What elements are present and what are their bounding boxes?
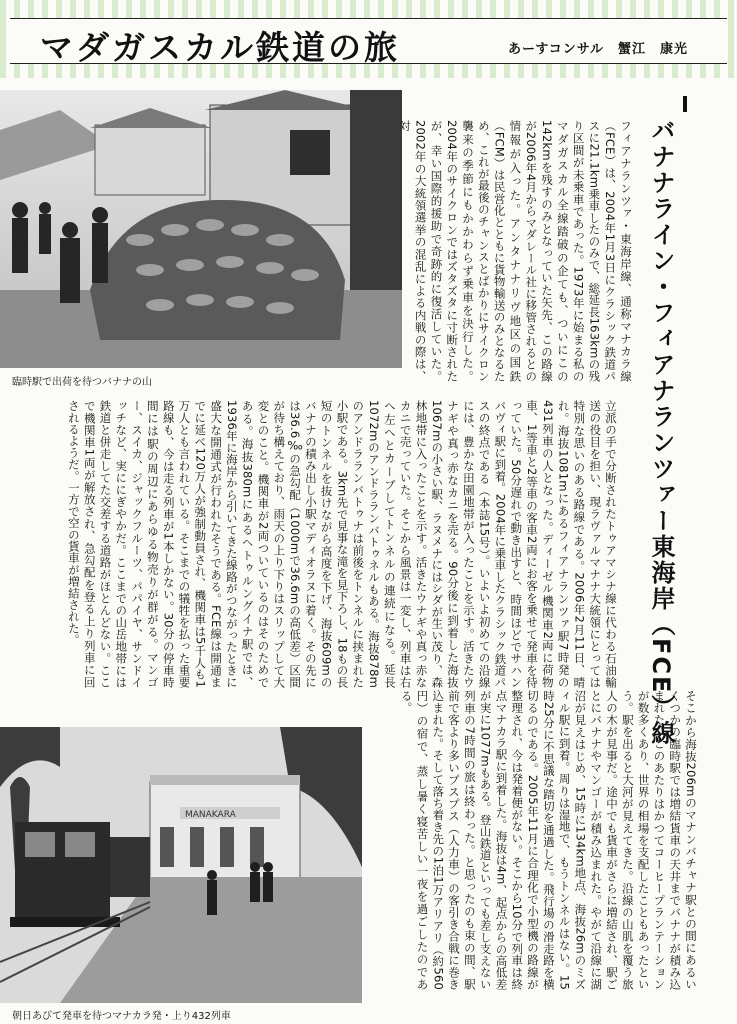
- section-title: バナナライン・フィアナランツァー東海岸（FCE）線: [647, 118, 675, 747]
- body-column-a: フィアナランツァ・東海岸線、通称マナカラ線（FCE）は、2004年1月3日にクラシック鉄道パスに21.1km乗車したのみで、総延長163kmの残り区間が未乗車であった。1973年に始まる私のマダガスカル全線踏破の企ても、ついにこの142kmを残すのみとなっていた矢先、この路線が2006年4月からマダレール社に移管されるとの情報が入った。アンタナナリヴ地区の国鉄（FCM）は民営化とともに貨物輸送のみとなるため、これが最後のチャンスとばかりにサイクロン襲来の季節にもかかわらず乗車を決行した。2004年のサイクロンではズタズタに寸断されたが、幸い国際的援助で奇跡的に復活していた。2002年の大統領選挙の混乱による内戦の際は、対: [397, 120, 633, 382]
- manakara-train-illustration: [0, 727, 362, 1003]
- section-title-rule: [683, 96, 687, 112]
- page-title: マダガスカル鉄道の旅: [40, 28, 400, 67]
- photo1-caption: 臨時駅で出荷を待つバナナの山: [12, 377, 152, 388]
- station-sign: MANAKARA: [185, 810, 236, 820]
- banana-station-photo: [0, 90, 402, 368]
- photo2-caption: 朝日あびて発車を待つマナカラ発・上り432列車: [12, 1011, 231, 1022]
- body-column-c: そこから海抜206mのマナンバチャナ駅との間にあるいくつかの臨時駅では増結貨車の天井までバナナが積み込まれた。このあたりはかつてコーヒープランテーションが数多くあり、世界の相場を支配したこともあったという。駅を出ると大河が見えてきた。沿線の山肌を覆う旅人の木が見事だ。途中でも貨車がさらに増結され、駅ごとにバナナやマンゴーが積み込まれた。やがて沿線に湖沼が見えはじめ、15時に134km地点、海抜26mのミズィル駅に到着。周りは湿地で、もうトンネルはない。15時25分に不思議な踏切を通過した。飛行場の滑走路を横切るのである。2005年11月に合理化で小型機の路線が整理され、今は発着便がない。そこから10分で列車は終点マナカラ駅に到着した。海抜は4m、起点からの高低差が実に1077mもある。登山鉄道といっても差し支えない列車の7時間の旅は終わった。と思ったのも束の間、駅前で客より多いプスプス（人力車）の客引き合戦に巻き込まれた。そして落ち着き先の1泊1万アリアリ（約560円）の宿で、蒸し暑く寝苦しい一夜を過ごしたのである。: [399, 690, 698, 990]
- author-byline: あーすコンサル 蟹江 康光: [508, 42, 689, 57]
- manakara-train-photo: [0, 727, 362, 1003]
- body-column-b: 立派の手で分断されたトゥアマシナ線に代わる石油輸送の役目を担い、現ラヴァルマナナ大統領にとっては特別な思いのある路線である。2006年2月11日、晴れ。海抜1081mにあるフィアナランツァ駅7時発の431列車の人となった。ディーゼル機関車2両に荷物車、1等車と2等車の客車2両にお客を乗せて発車を待っていた。50分遅れで動き出すと、時間ほどでサハンバヴィ駅に到着。2004年に乗車したクラシック鉄道パスの終点である（本誌15号）。いよいよ初めての沿線には、豊かな田園地帯が入ったことを示す。活きたウナギや真っ赤なカニを売る。90分後に到着した海抜1067mの小さい駅、ラヌメナにはシダが生い茂り、森林地帯に入ったことを示す。活きたウナギや真っ赤なカニで売っていた。そこから風景は一変し、列車は右へ左へとカーブしてトンネルの連続になる。延長1072mのアンドラランバトゥネルもある。海抜878mのアンドラランバトゥナは前後をトンネルに挟まれた小駅である。3km先で見事な滝を見下ろし、18もの長短のトンネルを抜けながら高度を下げ、海抜609mのバナナの積み出し小駅マディオラヌに着く。その先には36.6‰の急勾配（1000mで36.6mの高低差）区間が待ち構えており、雨天の上り下りはスリップして大変とのこと。機関車が2両ついているのはそのためである。海抜380mにあるヘトゥルングイナ駅では、1936年に海岸から引いてきた線路がつながったときに盛大な開通式が行われたそうである。FCE線は開通までに延べ120万人が強制動員され、機関車は5千人も1万人とも言われている。そこまでの犠牲を払った重要路線も、今は走る列車が1本しかない。30分の停車時間には駅の周辺にあらゆる物売りが群がる。マンゴー、スイカ、ジャックフルーツ、パパイヤ、サンドイッチなど、実ににぎやかだ。ここまでの山岳地帯には鉄道と併走してた交差する道路がほとんどない。ここで機関車1両が解放され、急勾配を登る上り列車に回されるようだ。一方で空の貨車が増結された。: [66, 400, 618, 688]
- banana-station-illustration: [0, 90, 402, 368]
